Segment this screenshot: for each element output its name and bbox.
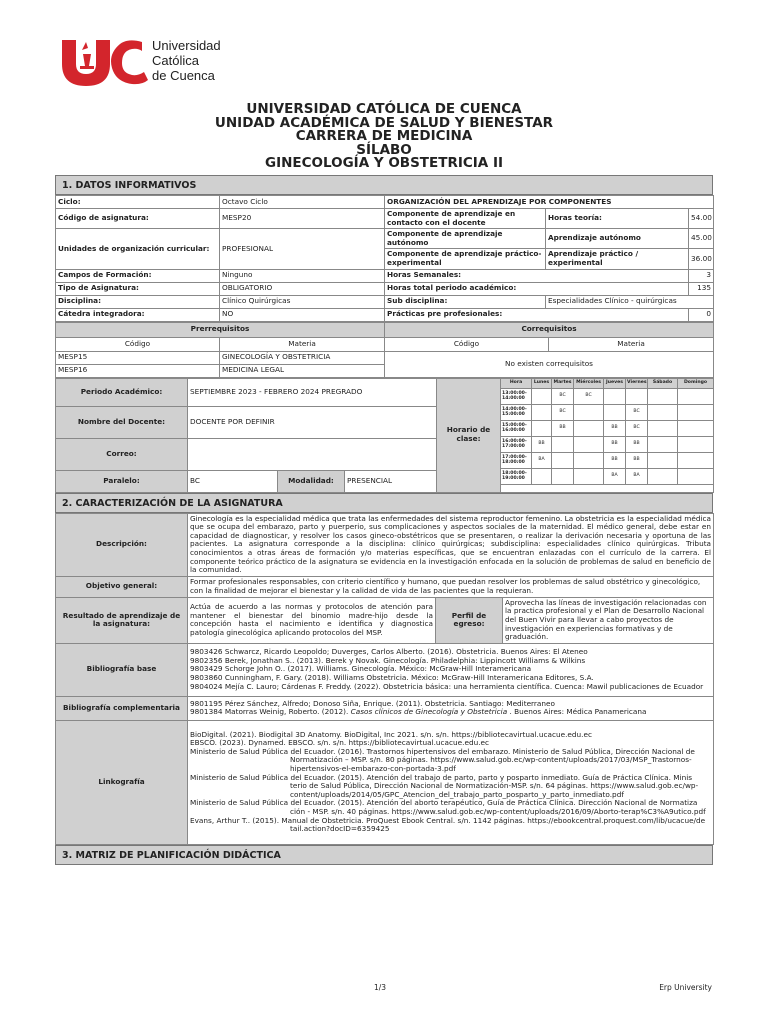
horas-teoria-value: 54.00 <box>689 209 714 229</box>
paralelo-label: Paralelo: <box>56 470 188 492</box>
linko-cont: Normatización – MSP. s/n. 80 páginas. https://www.salud.gob.ec/wp-content/uploads/2017/03/MSP_Trastornos-hipertensivos-el-embarazo-con-portada-3.pdf <box>290 755 692 773</box>
prerreq-codigo: MESP15 <box>56 351 220 364</box>
sched-cell: BC <box>574 388 604 404</box>
disciplina-value: Clínico Quirúrgicas <box>220 295 385 308</box>
biblio-base-item: 9803429 Schorge John O.. (2017). Williams. Ginecología. México: McGraw-Hill Interamericana <box>190 664 532 674</box>
biblio-base-item: 9802356 Berek, Jonathan S.. (2013). Berek y Novak. Ginecología. Philadelphia: Lippincott Williams & Wilkins <box>190 655 586 665</box>
unidades-value: PROFESIONAL <box>220 229 385 269</box>
biblio-comp-title: Casos clínicos de Ginecología y Obstetricia <box>350 707 508 717</box>
sched-cell: BB <box>552 420 574 436</box>
sched-cell <box>648 468 678 484</box>
sched-cell <box>604 388 626 404</box>
biblio-base-item: 9803426 Schwarcz, Ricardo Leopoldo; Duverges, Carlos Alberto. (2016). Obstetricia. Buenos Aires: El Ateneo <box>190 647 588 657</box>
subdisciplina-label: Sub disciplina: <box>385 295 546 308</box>
sched-cell <box>574 420 604 436</box>
periodo-horario-table <box>55 378 714 493</box>
prerreq-codigo: MESP16 <box>56 364 220 377</box>
linko-list <box>188 720 714 844</box>
sched-cell <box>532 468 552 484</box>
horas-sem-value: 3 <box>689 269 714 282</box>
linko-main: Ministerio de Salud Pública del Ecuador. (2015). Atención del aborto terapéutico, Guía de Práctica Clínica. Dirección Nacional de Normatiza <box>190 798 698 808</box>
resultado-label: Resultado de aprendizaje de la asignatura: <box>56 597 188 643</box>
sched-header: Martes <box>552 378 574 388</box>
linko-cont: terio de Salud Pública, Dirección Nacional de Normatización-MSP. s/n. 64 páginas. https://www.salud.gob.ec/wp-content/uploads/2014/05/GPC_Atencion_del_trabajo_parto_posparto_y_parto_inmediato.pdf <box>290 781 699 799</box>
linko-cont: ción - MSP. s/n. 40 páginas. https://www.salud.gob.ec/wp-content/uploads/2016/09/Aborto-terap%C3%A9utico.pdf <box>290 806 706 816</box>
sched-cell <box>678 436 714 452</box>
biblio-comp-author: 9801384 Matorras Weinig, Roberto. (2012). <box>190 707 351 717</box>
resultado-value: Actúa de acuerdo a las normas y protocolos de atención para mantener el bienestar del binomio madre-hijo desde la concepción hasta el nacimiento e identifica y diagnostica patología ginecológica aplicando protocolos del MSP. <box>188 597 436 643</box>
periodo-value: SEPTIEMBRE 2023 - FEBRERO 2024 PREGRADO <box>188 378 437 406</box>
biblio-base-item: 9803860 Cunningham, F. Gary. (2018). Williams Obstetricia. México: McGraw-Hill Interamericana Editores, S.A. <box>190 672 594 682</box>
sched-header: Hora <box>501 378 532 388</box>
comp-auto-label: Componente de aprendizaje autónomo <box>385 229 546 249</box>
linko-item <box>190 817 711 834</box>
prerreq-col-codigo: Código <box>56 337 220 351</box>
sched-cell <box>626 388 648 404</box>
biblio-comp-label: Bibliografía complementaria <box>56 696 188 720</box>
sched-cell <box>648 452 678 468</box>
horas-total-value: 135 <box>689 282 714 295</box>
sched-cell <box>678 404 714 420</box>
linko-main: EBSCO. (2023). Dynamed. EBSCO. s/n. s/n. https://bibliotecavirtual.ucacue.edu.ec <box>190 738 490 748</box>
sched-cell: BC <box>552 404 574 420</box>
title-line: UNIDAD ACADÉMICA DE SALUD Y BIENESTAR <box>214 114 554 131</box>
sched-cell <box>604 404 626 420</box>
correo-value <box>188 438 437 470</box>
section-matriz-planificacion: 3. MATRIZ DE PLANIFICACIÓN DIDÁCTICA <box>55 845 713 865</box>
comp-docente-label: Componente de aprendizaje en contacto con el docente <box>385 209 546 229</box>
prerreq-col-materia: Materia <box>220 337 385 351</box>
org-title: ORGANIZACIÓN DEL APRENDIZAJE POR COMPONENTES <box>385 196 714 209</box>
paralelo-value: BC <box>188 470 278 492</box>
sched-cell: BC <box>552 388 574 404</box>
correo-label: Correo: <box>56 438 188 470</box>
sched-cell: BB <box>604 452 626 468</box>
sched-cell: BB <box>604 436 626 452</box>
sched-hour: 13:00:00-14:00:00 <box>501 388 532 404</box>
title-line: GINECOLOGÍA Y OBSTETRICIA II <box>264 155 503 171</box>
sched-cell: BB <box>604 420 626 436</box>
biblio-base-label: Bibliografía base <box>56 643 188 696</box>
biblio-comp-item: 9801195 Pérez Sánchez, Alfredo; Donoso Siña, Enrique. (2011). Obstetricia. Santiago: Mediterraneo <box>190 698 555 708</box>
schedule-filler <box>501 484 714 492</box>
syllabus-sheet <box>55 175 713 865</box>
tipo-value: OBLIGATORIO <box>220 282 385 295</box>
codigo-label: Código de asignatura: <box>56 209 220 229</box>
requisitos-table <box>55 322 714 378</box>
comp-practico-label: Componente de aprendizaje práctico-experimental <box>385 249 546 269</box>
sched-cell: BB <box>626 452 648 468</box>
title-line: SÍLABO <box>356 141 412 158</box>
correq-none: No existen correquisitos <box>385 351 714 377</box>
perfil-value: Aprovecha las líneas de investigación relacionadas con la practica profesional y el Plan de Desarrollo Nacional del Buen Vivir para llevar a cabo proyectos de investigación en experiencias formativas y de graduación. <box>503 597 714 643</box>
sched-header: Sábado <box>648 378 678 388</box>
sched-cell <box>648 388 678 404</box>
sched-hour: 18:00:00-19:00:00 <box>501 468 532 484</box>
sched-cell <box>678 452 714 468</box>
biblio-base-list <box>188 643 714 696</box>
section-datos-informativos: 1. DATOS INFORMATIVOS <box>55 175 713 195</box>
sched-header: Jueves <box>604 378 626 388</box>
linko-main: Ministerio de Salud Pública del Ecuador. (2016). Trastornos hipertensivos del embarazo. Ministerio de Salud Pública, Dirección Nacional de <box>190 746 695 756</box>
horario-label: Horario de clase: <box>437 378 501 492</box>
apr-practico-label: Aprendizaje práctico / experimental <box>546 249 689 269</box>
sched-cell: BA <box>626 468 648 484</box>
linko-main: Ministerio de Salud Pública del Ecuador. (2015). Atención del trabajo de parto, parto y posparto inmediato. Guía de Práctica Clínica. Minis <box>190 772 693 782</box>
correq-title: Correquisitos <box>385 322 714 337</box>
prerreq-materia: GINECOLOGÍA Y OBSTETRICIA <box>220 351 385 364</box>
modalidad-label: Modalidad: <box>278 470 345 492</box>
correq-col-materia: Materia <box>549 337 714 351</box>
sched-cell <box>552 436 574 452</box>
logo-line: Católica <box>152 53 199 68</box>
sched-header: Domingo <box>678 378 714 388</box>
document-title <box>0 103 768 171</box>
sched-cell: BA <box>604 468 626 484</box>
disciplina-label: Disciplina: <box>56 295 220 308</box>
linko-item <box>190 774 711 800</box>
sched-hour: 15:00:00-16:00:00 <box>501 420 532 436</box>
sched-cell: BA <box>532 452 552 468</box>
sched-cell: BB <box>626 436 648 452</box>
sched-cell: BB <box>532 436 552 452</box>
horas-teoria-label: Horas teoría: <box>546 209 689 229</box>
sched-header: Viernes <box>626 378 648 388</box>
codigo-value: MESP20 <box>220 209 385 229</box>
linko-label: Linkografía <box>56 720 188 844</box>
linko-main: Evans, Arthur T.. (2015). Manual de Obstetricia. ProQuest Ebook Central. s/n. 1142 páginas. https://ebookcentral.proquest.com/lib/ucacue/de <box>190 815 706 825</box>
subdisciplina-value: Especialidades Clínico - quirúrgicas <box>546 295 714 308</box>
title-line: CARRERA DE MEDICINA <box>295 128 473 144</box>
catedra-value: NO <box>220 308 385 321</box>
ciclo-label: Ciclo: <box>56 196 220 209</box>
horas-total-label: Horas total periodo académico: <box>385 282 689 295</box>
unidades-label: Unidades de organización curricular: <box>56 229 220 269</box>
docente-label: Nombre del Docente: <box>56 406 188 438</box>
sched-header: Miércoles <box>574 378 604 388</box>
tipo-label: Tipo de Asignatura: <box>56 282 220 295</box>
docente-value: DOCENTE POR DEFINIR <box>188 406 437 438</box>
logo-line: de Cuenca <box>152 68 215 83</box>
linko-cont: tail.action?docID=6359425 <box>290 824 390 834</box>
correq-col-codigo: Código <box>385 337 549 351</box>
sched-cell <box>678 388 714 404</box>
footer-erp: Erp University <box>659 983 712 992</box>
sched-cell <box>574 468 604 484</box>
sched-cell <box>532 404 552 420</box>
prerreq-title: Prerrequisitos <box>56 322 385 337</box>
caracterizacion-table <box>55 513 714 845</box>
sched-cell <box>532 420 552 436</box>
section-caracterizacion: 2. CARACTERIZACIÓN DE LA ASIGNATURA <box>55 493 713 513</box>
sched-cell <box>574 436 604 452</box>
biblio-comp-list <box>188 696 714 720</box>
practicas-label: Prácticas pre profesionales: <box>385 308 689 321</box>
sched-cell: BC <box>626 404 648 420</box>
objetivo-value: Formar profesionales responsables, con criterio científico y humano, que puedan resolver los problemas de salud obstétrico y ginecológico, con la finalidad de mejorar el bienestar y la calidad de vida de las pacientes que la requieran. <box>188 576 714 597</box>
page-number: 1/3 <box>374 983 387 992</box>
sched-hour: 17:00:00-18:00:00 <box>501 452 532 468</box>
campos-value: Ninguno <box>220 269 385 282</box>
linko-item <box>190 799 711 816</box>
aprendizaje-auto-value: 45.00 <box>689 229 714 249</box>
sched-cell <box>574 452 604 468</box>
periodo-label: Periodo Académico: <box>56 378 188 406</box>
datos-informativos-table <box>55 195 714 322</box>
modalidad-value: PRESENCIAL <box>345 470 437 492</box>
sched-cell <box>532 388 552 404</box>
sched-header: Lunes <box>532 378 552 388</box>
linko-item <box>190 748 711 774</box>
sched-cell: BC <box>626 420 648 436</box>
ciclo-value: Octavo Ciclo <box>220 196 385 209</box>
sched-cell <box>574 404 604 420</box>
biblio-base-item: 9804024 Mejía C. Lauro; Cárdenas F. Freddy. (2022). Obstetricia básica: una herramienta científica. Cuenca: Mawil publicaciones de Ecuador <box>190 681 704 691</box>
objetivo-label: Objetivo general: <box>56 576 188 597</box>
horas-sem-label: Horas Semanales: <box>385 269 689 282</box>
apr-practico-value: 36.00 <box>689 249 714 269</box>
sched-cell <box>648 436 678 452</box>
practicas-value: 0 <box>689 308 714 321</box>
aprendizaje-auto-label: Aprendizaje autónomo <box>546 229 689 249</box>
logo-wordmark <box>152 38 221 83</box>
sched-hour: 14:00:00-15:00:00 <box>501 404 532 420</box>
title-line: UNIVERSIDAD CATÓLICA DE CUENCA <box>246 101 522 117</box>
campos-label: Campos de Formación: <box>56 269 220 282</box>
sched-cell <box>552 452 574 468</box>
biblio-comp-publisher: . Buenos Aires: Médica Panamericana <box>507 707 647 717</box>
sched-cell <box>648 404 678 420</box>
catedra-label: Cátedra integradora: <box>56 308 220 321</box>
sched-cell <box>552 468 574 484</box>
sched-cell <box>648 420 678 436</box>
sched-cell <box>678 468 714 484</box>
sched-cell <box>678 420 714 436</box>
sched-hour: 16:00:00-17:00:00 <box>501 436 532 452</box>
descripcion-label: Descripción: <box>56 513 188 576</box>
biblio-comp-item <box>190 708 711 717</box>
linko-main: BioDigital. (2021). Biodigital 3D Anatomy. BioDigital, Inc 2021. s/n. s/n. https://bibliotecavirtual.ucacue.edu.ec <box>190 729 592 739</box>
logo-line: Universidad <box>152 38 221 53</box>
descripcion-value: Ginecología es la especialidad médica que trata las enfermedades del sistema reproductor femenino. La obstetricia es la especialidad médica que se ocupa del embarazo, parto y puerperio, sus complicaciones y aspectos sociales de la maternidad. El médico general, debe estar en capacidad de diagnosticar, y resolver los casos gineco-obstétricos que se presentaren, o realizar la derivación necesaria y oportuna de las pacientes. La asignatura corresponde a la disciplina: clínico quirúrgicas; subdisciplina: especialidades clínico quirúrgicas. Tributa conocimientos a otras áreas de formación y/o materias específicas, que se encuentran enlazadas con el currículo de la carrera. El componente teórico práctico de la asignatura se evidencia en la investigación enfocada en la solución de problemas de salud en beneficio de la comunidad. <box>188 513 714 576</box>
perfil-label: Perfil de egreso: <box>436 597 503 643</box>
prerreq-materia: MEDICINA LEGAL <box>220 364 385 377</box>
